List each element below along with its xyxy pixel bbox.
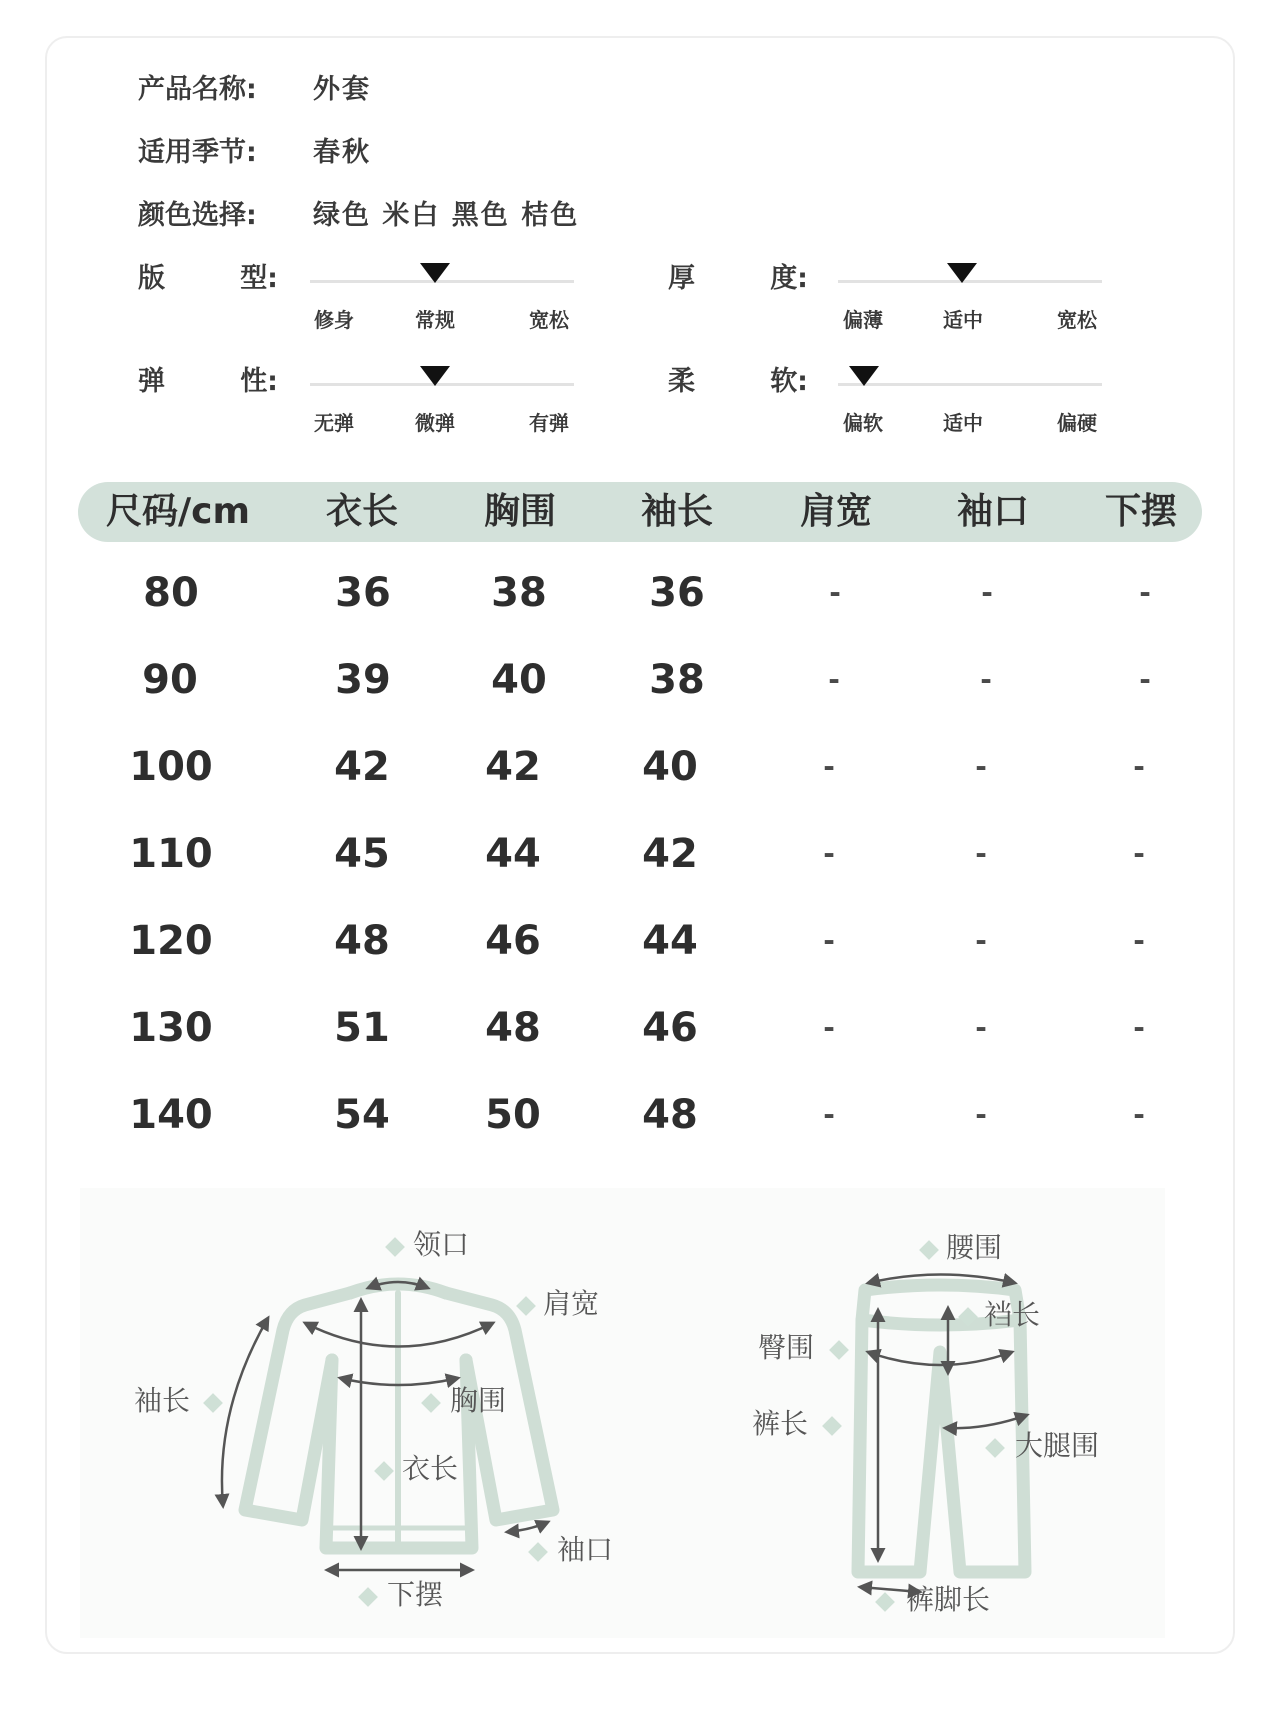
fit-label-a: 版 [138, 263, 165, 294]
table-cell: - [828, 663, 840, 696]
column-header: 胸围 [483, 491, 557, 532]
thigh-label: 大腿围 [1015, 1429, 1100, 1462]
table-cell: - [823, 750, 835, 783]
jacket-outline-icon [245, 1284, 553, 1548]
softness-label-a: 柔 [668, 366, 695, 397]
table-cell: 51 [334, 1005, 390, 1051]
hem-label: 下摆 [387, 1578, 444, 1611]
pants-length-label: 裤长 [752, 1407, 809, 1440]
table-cell: 42 [334, 744, 390, 790]
waist-label: 腰围 [946, 1231, 1003, 1264]
table-cell: 80 [143, 570, 199, 616]
column-header: 袖口 [956, 491, 1030, 532]
thickness-option: 偏薄 [843, 308, 883, 332]
body-length-label: 衣长 [402, 1452, 459, 1485]
cuff-label: 袖口 [557, 1533, 614, 1566]
table-cell: 140 [129, 1092, 213, 1138]
diamond-icon [528, 1542, 548, 1562]
table-cell: 130 [129, 1005, 213, 1051]
softness-label-b: 软: [770, 366, 808, 397]
fit-option: 修身 [314, 308, 354, 332]
season-label: 适用季节: [138, 136, 257, 168]
table-cell: - [823, 837, 835, 870]
rise-label: 裆长 [984, 1298, 1041, 1331]
elasticity-option: 无弹 [314, 411, 354, 435]
elasticity-label-a: 弹 [138, 366, 165, 397]
table-cell: 42 [642, 831, 698, 877]
diamond-icon [421, 1393, 441, 1413]
column-header: 袖长 [640, 491, 714, 532]
diamond-icon [516, 1296, 536, 1316]
table-cell: - [829, 576, 841, 609]
fit-option: 常规 [415, 308, 455, 332]
column-header: 肩宽 [799, 491, 873, 532]
product-name-label: 产品名称: [138, 73, 257, 105]
diamond-icon [374, 1461, 394, 1481]
diamond-icon [822, 1416, 842, 1436]
diamond-icon [919, 1240, 939, 1260]
diamond-icon [875, 1592, 895, 1612]
table-cell: 48 [642, 1092, 698, 1138]
table-cell: 90 [142, 657, 198, 703]
table-cell: 50 [485, 1092, 541, 1138]
elasticity-label-b: 性: [240, 366, 278, 397]
table-cell: 48 [485, 1005, 541, 1051]
product-name-value: 外套 [313, 73, 371, 105]
diamond-icon [385, 1237, 405, 1257]
thickness-option: 适中 [943, 308, 983, 332]
table-cell: - [1133, 750, 1145, 783]
table-cell: - [980, 663, 992, 696]
elasticity-option: 有弹 [529, 411, 569, 435]
table-cell: 38 [491, 570, 547, 616]
table-cell: 46 [485, 918, 541, 964]
table-cell: 38 [649, 657, 705, 703]
table-cell: 42 [485, 744, 541, 790]
table-cell: - [1133, 837, 1145, 870]
table-cell: 44 [485, 831, 541, 877]
table-cell: - [1139, 576, 1151, 609]
table-cell: - [1133, 1011, 1145, 1044]
softness-option: 偏软 [843, 411, 883, 435]
diamond-icon [829, 1340, 849, 1360]
collar-label: 领口 [413, 1228, 470, 1261]
season-value: 春秋 [313, 136, 371, 168]
column-header: 下摆 [1104, 491, 1178, 532]
table-cell: 110 [129, 831, 213, 877]
table-cell: 120 [129, 918, 213, 964]
table-cell: - [981, 576, 993, 609]
table-cell: - [823, 924, 835, 957]
chest-label: 胸围 [450, 1384, 507, 1417]
table-cell: 54 [334, 1092, 390, 1138]
hip-label: 臀围 [758, 1331, 815, 1364]
table-cell: - [975, 750, 987, 783]
diamond-icon [203, 1393, 223, 1413]
diamond-icon [985, 1438, 1005, 1458]
diamond-icon [358, 1587, 378, 1607]
table-cell: - [975, 837, 987, 870]
softness-option: 偏硬 [1057, 411, 1097, 435]
column-header: 尺码/cm [105, 491, 251, 532]
color-value: 绿色 米白 黑色 桔色 [313, 199, 580, 231]
table-cell: 44 [642, 918, 698, 964]
table-cell: 48 [334, 918, 390, 964]
table-cell: - [1139, 663, 1151, 696]
thickness-option: 宽松 [1057, 308, 1097, 332]
column-header: 衣长 [325, 491, 399, 532]
color-label: 颜色选择: [138, 199, 257, 231]
thickness-label-a: 厚 [668, 263, 695, 294]
thickness-label-b: 度: [770, 263, 808, 294]
table-cell: - [1133, 1098, 1145, 1131]
softness-option: 适中 [943, 411, 983, 435]
fit-label-b: 型: [240, 263, 278, 294]
table-cell: 39 [335, 657, 391, 703]
elasticity-option: 微弹 [415, 411, 455, 435]
fit-option: 宽松 [529, 308, 569, 332]
table-cell: - [823, 1098, 835, 1131]
table-cell: 45 [334, 831, 390, 877]
table-cell: 46 [642, 1005, 698, 1051]
table-cell: - [975, 1011, 987, 1044]
table-cell: - [975, 1098, 987, 1131]
table-cell: 36 [335, 570, 391, 616]
table-cell: - [1133, 924, 1145, 957]
table-cell: - [975, 924, 987, 957]
shoulder-label: 肩宽 [543, 1287, 600, 1320]
table-cell: - [823, 1011, 835, 1044]
table-cell: 36 [649, 570, 705, 616]
sleeve-length-label: 袖长 [134, 1384, 191, 1417]
table-cell: 40 [491, 657, 547, 703]
leg-opening-label: 裤脚长 [906, 1583, 991, 1616]
table-cell: 40 [642, 744, 698, 790]
table-cell: 100 [129, 744, 213, 790]
